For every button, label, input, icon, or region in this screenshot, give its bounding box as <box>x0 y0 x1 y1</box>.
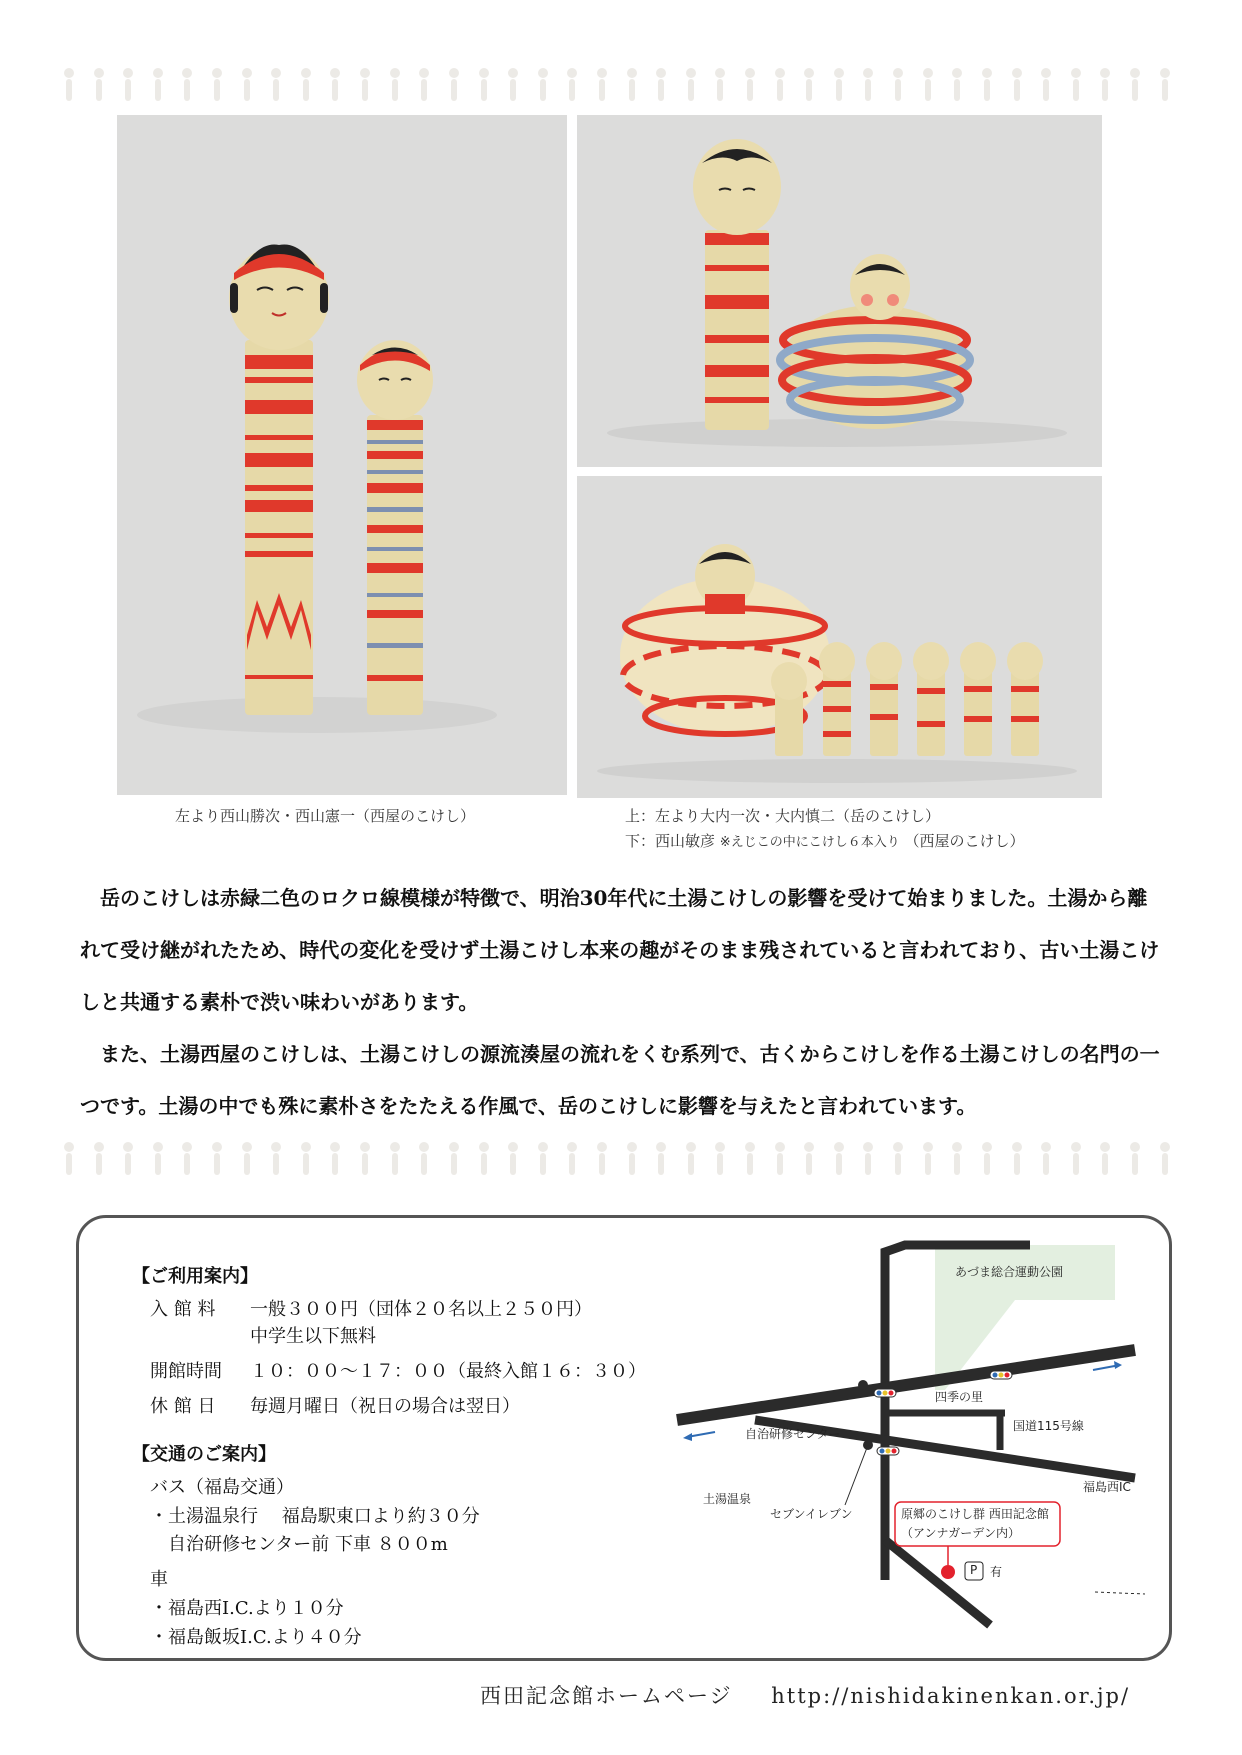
map-label-route115: 国道115号線 <box>1013 1419 1084 1433</box>
caption-right-line1: 上：左より大内一次・大内慎二（岳のこけし） <box>625 807 941 825</box>
map-label-parking: 有 <box>990 1565 1003 1579</box>
car-line2: ・福島飯坂I.C.より４０分 <box>150 1627 362 1648</box>
paragraph-nishiya: また、土湯西屋のこけしは、土湯こけしの源流湊屋の流れをくむ系列で、古くからこけしを作る土湯こけしの名門の一つです。土湯の中でも殊に素朴さをたたえる作風で、岳のこけしに影響を与えたと言われています。 <box>80 1042 1160 1118</box>
homepage-link[interactable]: http://nishidakinenkan.or.jp/ <box>771 1684 1131 1708</box>
footer <box>480 1680 1130 1710</box>
map-label-nishi-ic: 福島西IC <box>1083 1480 1131 1494</box>
fee-value: 一般３００円（団体２０名以上２５０円） <box>250 1299 592 1320</box>
map-label-tsuchiyu: 土湯温泉 <box>703 1492 752 1506</box>
caption-right-line2-main: 下：西山敏彦 <box>625 832 716 850</box>
map-label-museum2: （アンナガーデン内） <box>901 1526 1021 1540</box>
kokeshi-pattern-top <box>62 66 1172 104</box>
car-title: 車 <box>150 1569 168 1590</box>
map-label-center: 自治研修センター <box>745 1427 841 1441</box>
map-label-park: あづま総合運動公園 <box>955 1265 1064 1279</box>
bus-line1: ・土湯温泉行 福島駅東口より約３０分 <box>150 1506 480 1527</box>
paragraph-dake: 岳のこけしは赤緑二色のロクロ線模様が特徴で、明治30年代に土湯こけしの影響を受けて始まりました。土湯から離れて受け継がれたため、時代の変化を受けず土湯こけし本来の趣がそのまま残されていると言われており、古い土湯こけしと共通する素朴で渋い味わいがあります。 <box>80 886 1160 1014</box>
parking-icon: P <box>970 1563 978 1577</box>
footer-title: 西田記念館ホームページ <box>480 1684 733 1708</box>
map-label-shiki: 四季の里 <box>935 1390 984 1404</box>
kokeshi-pattern-bottom <box>62 1140 1172 1178</box>
fee-value-children: 中学生以下無料 <box>250 1326 376 1347</box>
description-text <box>80 872 1165 1132</box>
car-line1: ・福島西I.C.より１０分 <box>150 1598 344 1619</box>
hours-value: １０：００～１７：００（最終入館１６：３０） <box>250 1361 646 1382</box>
photo-dake-kokeshi <box>577 115 1102 467</box>
caption-left: 左より西山勝次・西山憲一（西屋のこけし） <box>175 807 476 825</box>
caption-right-line2-note: ※えじこの中にこけし６本入り <box>719 835 900 850</box>
access-map <box>665 1240 1145 1644</box>
hours-label: 開館時間 <box>150 1361 222 1382</box>
caption-right-line2 <box>625 830 1025 851</box>
closed-label: 休 館 日 <box>150 1396 216 1417</box>
fee-label: 入 館 料 <box>150 1299 216 1320</box>
bus-title: バス（福島交通） <box>150 1477 294 1498</box>
photo-nishiya-kokeshi <box>117 115 567 795</box>
closed-value: 毎週月曜日（祝日の場合は翌日） <box>250 1396 520 1417</box>
map-label-seven: セブンイレブン <box>770 1507 853 1521</box>
caption-right-line2-end: （西屋のこけし） <box>904 832 1025 850</box>
bus-line2: 自治研修センター前 下車 ８００m <box>168 1534 448 1555</box>
usage-title: 【ご利用案内】 <box>132 1266 258 1287</box>
access-title: 【交通のご案内】 <box>132 1444 276 1465</box>
map-label-museum1: 原郷のこけし群 西田記念館 <box>901 1507 1049 1521</box>
photo-ejiko-kokeshi <box>577 476 1102 798</box>
